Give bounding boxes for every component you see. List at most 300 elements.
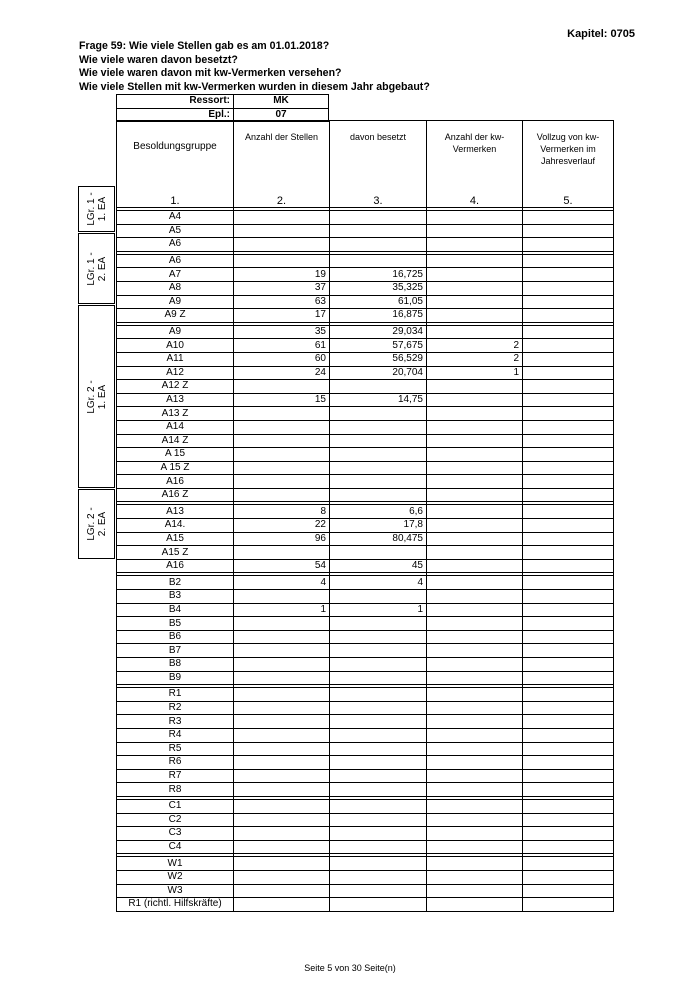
value-cell [523, 339, 614, 353]
column-number: 1. [117, 195, 234, 208]
value-cell [234, 827, 330, 841]
value-cell [523, 576, 614, 590]
value-cell: 17,8 [330, 519, 427, 533]
value-cell [330, 840, 427, 854]
chapter-label: Kapitel: 0705 [567, 28, 635, 40]
ressort-value: MK [273, 95, 289, 106]
value-cell: 80,475 [330, 532, 427, 546]
value-cell: 63 [234, 295, 330, 309]
value-cell [427, 840, 523, 854]
value-cell [427, 546, 523, 560]
value-cell [523, 857, 614, 871]
value-cell [234, 813, 330, 827]
question-line: Wie viele Stellen mit kw-Vermerken wurden in diesem Jahr abgebaut? [79, 80, 430, 93]
value-cell [427, 658, 523, 672]
value-cell: 60 [234, 352, 330, 366]
pay-grade-cell: B2 [117, 576, 234, 590]
value-cell [427, 309, 523, 323]
value-cell: 2 [427, 352, 523, 366]
table-row [117, 505, 614, 519]
value-cell [234, 475, 330, 489]
value-cell [234, 590, 330, 604]
page-footer: Seite 5 von 30 Seite(n) [304, 963, 396, 973]
table-row [117, 238, 614, 252]
value-cell [234, 688, 330, 702]
value-cell [427, 769, 523, 783]
value-cell [427, 254, 523, 268]
table-row [117, 688, 614, 702]
value-cell [523, 393, 614, 407]
value-cell [523, 658, 614, 672]
value-cell [523, 742, 614, 756]
value-cell: 1 [330, 603, 427, 617]
value-cell: 4 [234, 576, 330, 590]
value-cell [330, 701, 427, 715]
value-cell [523, 380, 614, 394]
value-cell [234, 644, 330, 658]
value-cell [523, 295, 614, 309]
table-row [117, 728, 614, 742]
value-cell [523, 715, 614, 729]
column-header: Anzahl der Stellen [234, 121, 330, 196]
group-label-line: 1. EA [96, 384, 108, 409]
value-cell: 4 [330, 576, 427, 590]
value-cell [427, 268, 523, 282]
ressort-row [116, 94, 329, 108]
value-cell: 54 [234, 559, 330, 573]
value-cell [234, 658, 330, 672]
value-cell [427, 325, 523, 339]
value-cell: 29,034 [330, 325, 427, 339]
value-cell [523, 505, 614, 519]
table-row [117, 617, 614, 631]
value-cell [427, 857, 523, 871]
value-cell [523, 728, 614, 742]
pay-grade-cell: B6 [117, 630, 234, 644]
value-cell: 96 [234, 532, 330, 546]
value-cell [427, 211, 523, 225]
value-cell [427, 393, 523, 407]
value-cell [330, 644, 427, 658]
table-row [117, 475, 614, 489]
value-cell: 56,529 [330, 352, 427, 366]
value-cell [427, 380, 523, 394]
table-row [117, 840, 614, 854]
value-cell [427, 461, 523, 475]
value-cell [234, 898, 330, 912]
pay-grade-cell: R7 [117, 769, 234, 783]
pay-grade-cell: A13 [117, 505, 234, 519]
table-row [117, 559, 614, 573]
value-cell [330, 546, 427, 560]
value-cell [427, 519, 523, 533]
value-cell [523, 590, 614, 604]
table-row [117, 461, 614, 475]
group-label-lgr2-ea1 [78, 305, 115, 488]
question-block [79, 40, 430, 94]
pay-grade-cell: A11 [117, 352, 234, 366]
ressort-label: Ressort: [117, 95, 234, 108]
group-label-line: LGr. 2 - [85, 507, 97, 541]
value-cell [234, 617, 330, 631]
value-cell: 35,325 [330, 281, 427, 295]
value-cell: 1 [234, 603, 330, 617]
group-label-lgr1-ea2 [78, 233, 115, 304]
table-row [117, 448, 614, 462]
value-cell [330, 769, 427, 783]
value-cell [330, 224, 427, 238]
value-cell [330, 617, 427, 631]
value-cell [234, 380, 330, 394]
pay-grade-cell: A12 [117, 366, 234, 380]
pay-grade-cell: W3 [117, 884, 234, 898]
value-cell [330, 671, 427, 685]
value-cell [234, 238, 330, 252]
table-row [117, 658, 614, 672]
pay-grade-cell: B5 [117, 617, 234, 631]
pay-grade-cell: A13 Z [117, 407, 234, 421]
value-cell [523, 488, 614, 502]
value-cell: 45 [330, 559, 427, 573]
value-cell [523, 238, 614, 252]
pay-grade-cell: C1 [117, 799, 234, 813]
table-row [117, 281, 614, 295]
value-cell [427, 407, 523, 421]
table-row [117, 756, 614, 770]
value-cell [234, 671, 330, 685]
table-row [117, 532, 614, 546]
value-cell: 37 [234, 281, 330, 295]
value-cell [234, 857, 330, 871]
table-row [117, 715, 614, 729]
value-cell [330, 407, 427, 421]
pay-grade-cell: A 15 Z [117, 461, 234, 475]
value-cell [523, 756, 614, 770]
value-cell [234, 715, 330, 729]
column-header: davon besetzt [330, 121, 427, 196]
value-cell [330, 884, 427, 898]
value-cell [427, 295, 523, 309]
table-row [117, 671, 614, 685]
value-cell: 2 [427, 339, 523, 353]
pay-grade-cell: B9 [117, 671, 234, 685]
value-cell [523, 407, 614, 421]
value-cell [523, 461, 614, 475]
column-number: 5. [523, 195, 614, 208]
value-cell [234, 546, 330, 560]
value-cell: 24 [234, 366, 330, 380]
value-cell [234, 434, 330, 448]
value-cell [234, 630, 330, 644]
positions-table [116, 120, 614, 912]
table-row [117, 857, 614, 871]
pay-grade-cell: A14 [117, 420, 234, 434]
question-line: Wie viele waren davon mit kw-Vermerken versehen? [79, 67, 342, 79]
value-cell [523, 701, 614, 715]
value-cell [234, 884, 330, 898]
pay-grade-cell: A4 [117, 211, 234, 225]
group-label-lgr1-ea1 [78, 186, 115, 232]
value-cell [330, 742, 427, 756]
pay-grade-cell: R6 [117, 756, 234, 770]
value-cell: 61,05 [330, 295, 427, 309]
value-cell [523, 840, 614, 854]
pay-grade-cell: B3 [117, 590, 234, 604]
column-header: Vollzug von kw-Vermerken im Jahresverlauf [523, 121, 614, 196]
meta-header [116, 94, 329, 122]
value-cell [234, 701, 330, 715]
pay-grade-cell: A10 [117, 339, 234, 353]
value-cell [234, 420, 330, 434]
value-cell [523, 254, 614, 268]
value-cell [234, 461, 330, 475]
pay-grade-cell: A8 [117, 281, 234, 295]
value-cell [330, 827, 427, 841]
value-cell [523, 420, 614, 434]
pay-grade-cell: R3 [117, 715, 234, 729]
table-row [117, 352, 614, 366]
table-row [117, 488, 614, 502]
epl-label: Epl.: [117, 109, 234, 122]
value-cell [330, 715, 427, 729]
value-cell [330, 857, 427, 871]
value-cell [234, 211, 330, 225]
pay-grade-cell: W1 [117, 857, 234, 871]
value-cell [427, 715, 523, 729]
value-cell [234, 840, 330, 854]
table-row [117, 309, 614, 323]
value-cell: 6,6 [330, 505, 427, 519]
pay-grade-cell: R8 [117, 783, 234, 797]
table-row [117, 380, 614, 394]
pay-grade-cell: B4 [117, 603, 234, 617]
group-label-line: 1. EA [96, 196, 108, 222]
value-cell [427, 434, 523, 448]
column-number-row [117, 195, 614, 208]
pay-grade-cell: W2 [117, 870, 234, 884]
value-cell [330, 658, 427, 672]
value-cell: 35 [234, 325, 330, 339]
value-cell [523, 211, 614, 225]
value-cell [330, 254, 427, 268]
group-label-line: LGr. 1 - [85, 192, 97, 226]
value-cell [523, 630, 614, 644]
value-cell [330, 211, 427, 225]
value-cell [523, 884, 614, 898]
value-cell: 19 [234, 268, 330, 282]
pay-grade-cell: A16 [117, 475, 234, 489]
pay-grade-cell: C2 [117, 813, 234, 827]
value-cell [427, 617, 523, 631]
value-cell [427, 701, 523, 715]
pay-grade-cell: A15 Z [117, 546, 234, 560]
value-cell [330, 688, 427, 702]
value-cell [330, 434, 427, 448]
table-row [117, 884, 614, 898]
value-cell [523, 434, 614, 448]
value-cell: 16,875 [330, 309, 427, 323]
value-cell [523, 644, 614, 658]
value-cell [523, 559, 614, 573]
value-cell [427, 559, 523, 573]
value-cell [523, 475, 614, 489]
pay-grade-cell: A6 [117, 254, 234, 268]
value-cell [427, 630, 523, 644]
value-cell: 14,75 [330, 393, 427, 407]
value-cell [234, 799, 330, 813]
pay-grade-cell: A13 [117, 393, 234, 407]
value-cell [427, 224, 523, 238]
group-label-line: 2. EA [96, 511, 108, 537]
table-row [117, 603, 614, 617]
value-cell [427, 884, 523, 898]
table-row [117, 870, 614, 884]
value-cell [427, 688, 523, 702]
value-cell [523, 519, 614, 533]
pay-grade-cell: C3 [117, 827, 234, 841]
pay-grade-cell: A7 [117, 268, 234, 282]
table-row [117, 393, 614, 407]
column-number: 3. [330, 195, 427, 208]
value-cell [234, 254, 330, 268]
table-row [117, 783, 614, 797]
value-cell [427, 590, 523, 604]
table-row [117, 799, 614, 813]
value-cell [330, 630, 427, 644]
value-cell [523, 688, 614, 702]
table-header-row [117, 121, 614, 196]
epl-value: 07 [275, 108, 287, 120]
value-cell [523, 813, 614, 827]
value-cell [234, 783, 330, 797]
table-row [117, 268, 614, 282]
value-cell: 57,675 [330, 339, 427, 353]
value-cell [330, 461, 427, 475]
table-row [117, 813, 614, 827]
value-cell [330, 488, 427, 502]
table-row [117, 742, 614, 756]
value-cell [330, 756, 427, 770]
pay-grade-cell: A9 Z [117, 309, 234, 323]
table-row [117, 325, 614, 339]
value-cell [427, 742, 523, 756]
table-row [117, 407, 614, 421]
value-cell [523, 769, 614, 783]
pay-grade-cell: A16 [117, 559, 234, 573]
value-cell [427, 799, 523, 813]
column-header: Besoldungsgruppe [117, 121, 234, 196]
value-cell: 22 [234, 519, 330, 533]
value-cell [523, 268, 614, 282]
pay-grade-cell: R1 (richtl. Hilfskräfte) [117, 898, 234, 912]
value-cell: 17 [234, 309, 330, 323]
value-cell [427, 603, 523, 617]
table-row [117, 434, 614, 448]
group-label-line: LGr. 2 - [85, 379, 97, 414]
pay-grade-cell: R5 [117, 742, 234, 756]
pay-grade-cell: C4 [117, 840, 234, 854]
value-cell [523, 671, 614, 685]
value-cell [427, 728, 523, 742]
value-cell [234, 728, 330, 742]
table-row [117, 701, 614, 715]
value-cell: 16,725 [330, 268, 427, 282]
value-cell [427, 827, 523, 841]
pay-grade-cell: A14 Z [117, 434, 234, 448]
table-row [117, 630, 614, 644]
table-row [117, 769, 614, 783]
table-row [117, 590, 614, 604]
value-cell [234, 407, 330, 421]
table-row [117, 224, 614, 238]
group-label-line: 2. EA [96, 256, 108, 281]
value-cell [234, 870, 330, 884]
pay-grade-cell: A 15 [117, 448, 234, 462]
value-cell [330, 590, 427, 604]
value-cell [234, 488, 330, 502]
pay-grade-cell: A5 [117, 224, 234, 238]
value-cell [427, 281, 523, 295]
value-cell [427, 576, 523, 590]
pay-grade-cell: A14. [117, 519, 234, 533]
value-cell: 20,704 [330, 366, 427, 380]
group-label-line: LGr. 1 - [85, 251, 97, 286]
value-cell [523, 617, 614, 631]
pay-grade-cell: R2 [117, 701, 234, 715]
group-label-lgr2-ea2 [78, 489, 115, 559]
value-cell: 15 [234, 393, 330, 407]
question-line: Wie viele waren davon besetzt? [79, 53, 238, 66]
table-row [117, 366, 614, 380]
value-cell [234, 448, 330, 462]
value-cell [330, 728, 427, 742]
value-cell [234, 224, 330, 238]
value-cell [330, 420, 427, 434]
value-cell [427, 756, 523, 770]
value-cell [427, 475, 523, 489]
value-cell [427, 783, 523, 797]
value-cell [523, 352, 614, 366]
table-row [117, 576, 614, 590]
value-cell: 1 [427, 366, 523, 380]
value-cell [523, 898, 614, 912]
question-line: Frage 59: Wie viele Stellen gab es am 01.01.2018? [79, 40, 330, 52]
value-cell [523, 603, 614, 617]
value-cell [427, 671, 523, 685]
value-cell [523, 224, 614, 238]
column-number: 2. [234, 195, 330, 208]
value-cell [523, 325, 614, 339]
pay-grade-cell: A12 Z [117, 380, 234, 394]
value-cell [427, 898, 523, 912]
value-cell [523, 366, 614, 380]
table-row [117, 644, 614, 658]
pay-grade-cell: A9 [117, 325, 234, 339]
value-cell [523, 546, 614, 560]
value-cell [330, 448, 427, 462]
value-cell [234, 742, 330, 756]
table-row [117, 295, 614, 309]
value-cell [330, 238, 427, 252]
value-cell [523, 281, 614, 295]
value-cell [523, 870, 614, 884]
value-cell [427, 420, 523, 434]
table-row [117, 211, 614, 225]
value-cell [523, 827, 614, 841]
table-row [117, 339, 614, 353]
column-number: 4. [427, 195, 523, 208]
value-cell [330, 799, 427, 813]
